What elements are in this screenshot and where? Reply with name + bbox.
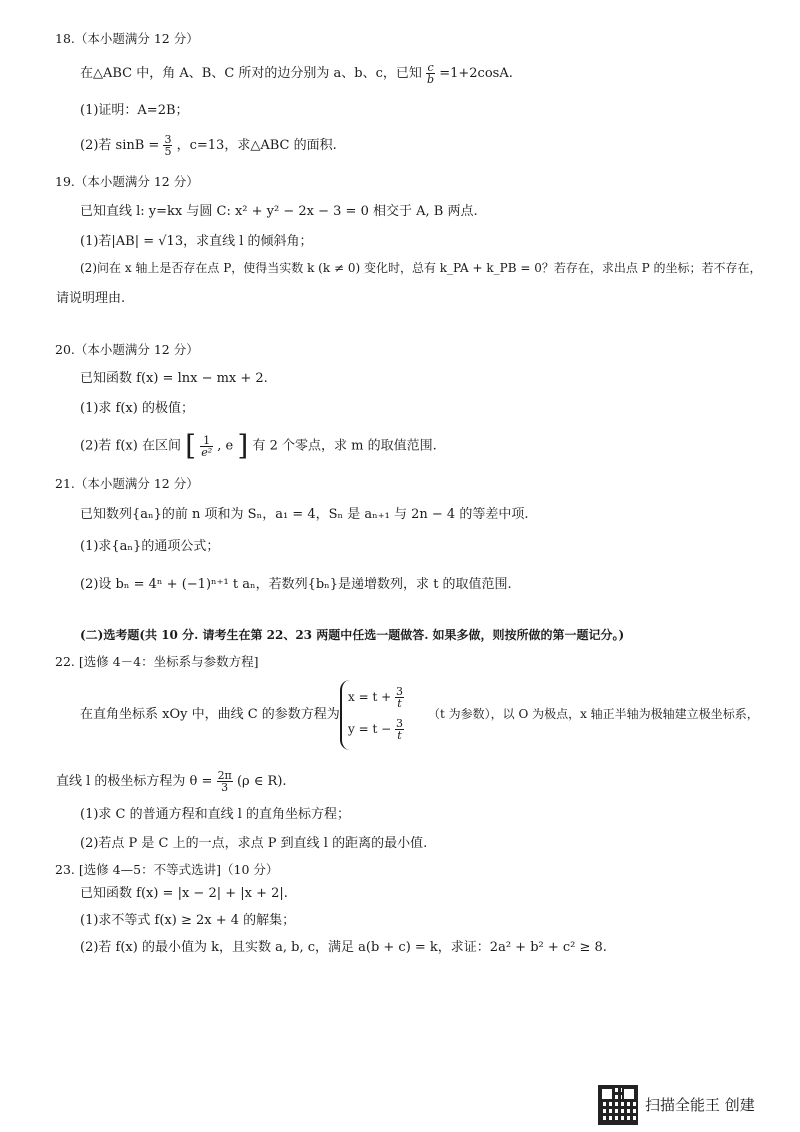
q23-heading: 23. [选修 4—5：不等式选讲]（10 分） xyxy=(55,862,279,877)
q20-part2-fraction xyxy=(200,435,213,458)
q18-frac-den: b xyxy=(427,73,435,86)
q22-heading: 22. [选修 4－4：坐标系与参数方程] xyxy=(55,654,259,669)
q22-sys-row1-fraction xyxy=(395,686,404,709)
q22-sys-row2-fraction xyxy=(395,718,404,741)
q22-line2-post: (ρ ∈ R). xyxy=(236,774,287,789)
q22-part1: (1)求 C 的普通方程和直线 l 的直角坐标方程； xyxy=(80,807,351,822)
q20-part2-num: 1 xyxy=(200,435,213,447)
q19-part2-line1: (2)问在 x 轴上是否存在点 P，使得当实数 k (k ≠ 0) 变化时，总有 k_PA + k_PB = 0？若存在，求出点 P 的坐标；若不存在， xyxy=(80,261,762,275)
q18-part2-num: 3 xyxy=(164,133,172,146)
q20-part2-mid: , e xyxy=(217,438,234,454)
q18-part2-fraction xyxy=(163,134,172,157)
q22-sys-row2 xyxy=(348,718,404,741)
scanner-watermark: 扫描全能王 创建 xyxy=(645,1096,755,1114)
q22-line2-den: 3 xyxy=(221,781,229,794)
q21-heading: 21.（本小题满分 12 分） xyxy=(55,476,199,491)
qr-code-icon xyxy=(598,1085,638,1125)
q23-part1: (1)求不等式 f(x) ≥ 2x + 4 的解集； xyxy=(80,913,296,928)
q20-heading: 20.（本小题满分 12 分） xyxy=(55,342,199,357)
q22-sys-row1-num: 3 xyxy=(395,685,403,698)
q21-part2: (2)设 bₙ = 4ⁿ + (−1)ⁿ⁺¹ t aₙ，若数列{bₙ}是递增数列，求 t 的取值范围. xyxy=(80,577,512,592)
section2-note: (二)选考题(共 10 分. 请考生在第 22、23 两题中任选一题做答. 如果多做，则按所做的第一题记分。) xyxy=(80,628,625,642)
q18-heading: 18.（本小题满分 12 分） xyxy=(55,31,199,46)
q22-sys-row1 xyxy=(348,686,404,709)
q20-part2-post: 有 2 个零点，求 m 的取值范围. xyxy=(252,438,437,454)
q18-part2-den: 5 xyxy=(164,145,172,158)
q22-stem-pre: 在直角坐标系 xOy 中，曲线 C 的参数方程为 xyxy=(80,707,340,722)
q20-left-bracket: [ xyxy=(185,429,197,462)
q22-sys-row2-den: t xyxy=(397,729,402,742)
q22-stem-post: （t 为参数），以 O 为极点，x 轴正半轴为极轴建立极坐标系， xyxy=(428,707,759,721)
q19-stem: 已知直线 l: y=kx 与圆 C: x² + y² − 2x − 3 = 0 相交于 A, B 两点. xyxy=(80,204,478,219)
q18-part2 xyxy=(80,134,337,157)
q18-part2-pre: (2)若 sinB = xyxy=(80,138,160,153)
q23-stem: 已知函数 f(x) = |x − 2| + |x + 2|. xyxy=(80,886,288,901)
q20-right-bracket: ] xyxy=(237,429,249,462)
q22-line2 xyxy=(56,770,287,793)
q21-stem: 已知数列{aₙ}的前 n 项和为 Sₙ，a₁ = 4，Sₙ 是 aₙ₊₁ 与 2n − 4 的等差中项. xyxy=(80,507,529,522)
q18-stem-pre: 在△ABC 中，角 A、B、C 所对的边分别为 a、b、c，已知 xyxy=(80,66,422,81)
q18-part2-post: ，c=13，求△ABC 的面积. xyxy=(176,138,337,153)
q21-part1: (1)求{aₙ}的通项公式； xyxy=(80,539,220,554)
q22-parametric-system xyxy=(340,680,422,750)
q22-line2-num: 2π xyxy=(217,769,232,782)
q20-part1: (1)求 f(x) 的极值； xyxy=(80,401,194,416)
q22-part2: (2)若点 P 是 C 上的一点，求点 P 到直线 l 的距离的最小值. xyxy=(80,836,428,851)
q18-stem-post: =1+2cosA. xyxy=(439,66,513,81)
q20-part2-pre: (2)若 f(x) 在区间 xyxy=(80,438,181,454)
q20-stem: 已知函数 f(x) = lnx − mx + 2. xyxy=(80,371,268,386)
q22-sys-row2-pre: y = t − xyxy=(348,722,392,736)
q22-line2-pre: 直线 l 的极坐标方程为 θ = xyxy=(56,774,213,789)
q20-part2-den: e² xyxy=(201,445,213,459)
q18-stem xyxy=(80,62,513,85)
q23-part2: (2)若 f(x) 的最小值为 k，且实数 a, b, c，满足 a(b + c) = k，求证：2a² + b² + c² ≥ 8. xyxy=(80,940,607,955)
q22-sys-row1-pre: x = t + xyxy=(348,690,392,704)
q19-heading: 19.（本小题满分 12 分） xyxy=(55,174,199,189)
q18-fraction xyxy=(426,62,435,85)
q22-sys-row1-den: t xyxy=(397,697,402,710)
q18-part1: (1)证明：A=2B； xyxy=(80,103,189,118)
q19-part2-line2: 请说明理由. xyxy=(56,291,126,306)
q19-part1: (1)若|AB| = √13，求直线 l 的倾斜角； xyxy=(80,234,313,249)
q22-line2-fraction xyxy=(217,770,233,793)
q22-sys-row2-num: 3 xyxy=(395,717,403,730)
q18-frac-num: c xyxy=(427,61,434,74)
q20-part2 xyxy=(80,429,437,462)
